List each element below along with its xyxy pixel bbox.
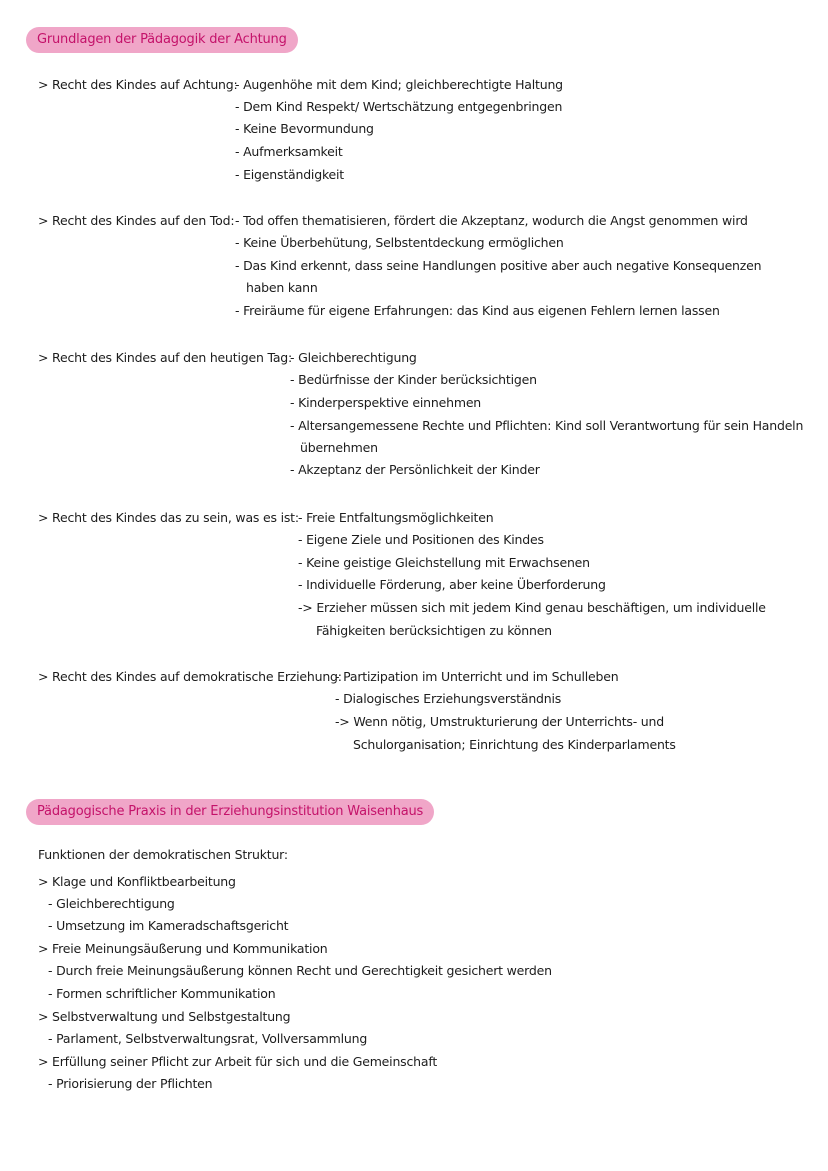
- list-item: - Formen schriftlicher Kommunikation: [48, 986, 276, 1001]
- list-item: - Eigene Ziele und Positionen des Kindes: [298, 532, 544, 547]
- list-item-continuation: übernehmen: [300, 440, 378, 455]
- list-item: - Bedürfnisse der Kinder berücksichtigen: [290, 372, 537, 387]
- function-heading: > Klage und Konfliktbearbeitung: [38, 874, 236, 889]
- list-item: - Gleichberechtigung: [48, 896, 175, 911]
- block-heading-heutiger-tag: > Recht des Kindes auf den heutigen Tag:: [38, 350, 293, 365]
- list-item: - Individuelle Förderung, aber keine Überforderung: [298, 577, 606, 592]
- function-heading: > Freie Meinungsäußerung und Kommunikation: [38, 941, 328, 956]
- list-item: - Freiräume für eigene Erfahrungen: das Kind aus eigenen Fehlern lernen lassen: [235, 303, 720, 318]
- list-item: - Kinderperspektive einnehmen: [290, 395, 482, 410]
- list-item: -> Wenn nötig, Umstrukturierung der Unterrichts- und: [335, 714, 664, 729]
- list-item: - Keine geistige Gleichstellung mit Erwachsenen: [298, 555, 590, 570]
- list-item: - Partizipation im Unterricht und im Schulleben: [335, 669, 619, 684]
- list-item: - Durch freie Meinungsäußerung können Recht und Gerechtigkeit gesichert werden: [48, 963, 552, 978]
- list-item: - Dem Kind Respekt/ Wertschätzung entgegenbringen: [235, 99, 563, 114]
- list-item: -> Erzieher müssen sich mit jedem Kind genau beschäftigen, um individuelle: [298, 600, 766, 615]
- list-item: - Aufmerksamkeit: [235, 144, 343, 159]
- list-item: - Parlament, Selbstverwaltungsrat, Vollversammlung: [48, 1031, 368, 1046]
- section-title-paedagogische-praxis: Pädagogische Praxis in der Erziehungsinstitution Waisenhaus: [26, 799, 434, 825]
- list-item-continuation: haben kann: [246, 280, 318, 295]
- block-heading-achtung: > Recht des Kindes auf Achtung:: [38, 77, 238, 92]
- block-heading-tod: > Recht des Kindes auf den Tod:: [38, 213, 235, 228]
- list-item: - Akzeptanz der Persönlichkeit der Kinder: [290, 462, 540, 477]
- section-title-grundlagen: Grundlagen der Pädagogik der Achtung: [26, 27, 298, 53]
- list-item: - Priorisierung der Pflichten: [48, 1076, 213, 1091]
- list-item: - Keine Überbehütung, Selbstentdeckung ermöglichen: [235, 235, 564, 250]
- block-heading-das-zu-sein: > Recht des Kindes das zu sein, was es ist:: [38, 510, 299, 525]
- list-item-continuation: Schulorganisation; Einrichtung des Kinderparlaments: [353, 737, 676, 752]
- list-item: - Eigenständigkeit: [235, 167, 344, 182]
- block-heading-demokratische-erziehung: > Recht des Kindes auf demokratische Erziehung:: [38, 669, 342, 684]
- list-item: - Umsetzung im Kameradschaftsgericht: [48, 918, 289, 933]
- list-item: - Freie Entfaltungsmöglichkeiten: [298, 510, 494, 525]
- list-item: - Keine Bevormundung: [235, 121, 374, 136]
- list-item: - Altersangemessene Rechte und Pflichten: Kind soll Verantwortung für sein Handeln: [290, 418, 804, 433]
- list-item-continuation: Fähigkeiten berücksichtigen zu können: [316, 623, 552, 638]
- section-intro: Funktionen der demokratischen Struktur:: [38, 847, 288, 862]
- function-heading: > Selbstverwaltung und Selbstgestaltung: [38, 1009, 291, 1024]
- list-item: - Dialogisches Erziehungsverständnis: [335, 691, 562, 706]
- list-item: - Augenhöhe mit dem Kind; gleichberechtigte Haltung: [235, 77, 563, 92]
- list-item: - Das Kind erkennt, dass seine Handlungen positive aber auch negative Konsequenzen: [235, 258, 762, 273]
- function-heading: > Erfüllung seiner Pflicht zur Arbeit für sich und die Gemeinschaft: [38, 1054, 438, 1069]
- list-item: - Tod offen thematisieren, fördert die Akzeptanz, wodurch die Angst genommen wird: [235, 213, 748, 228]
- list-item: - Gleichberechtigung: [290, 350, 417, 365]
